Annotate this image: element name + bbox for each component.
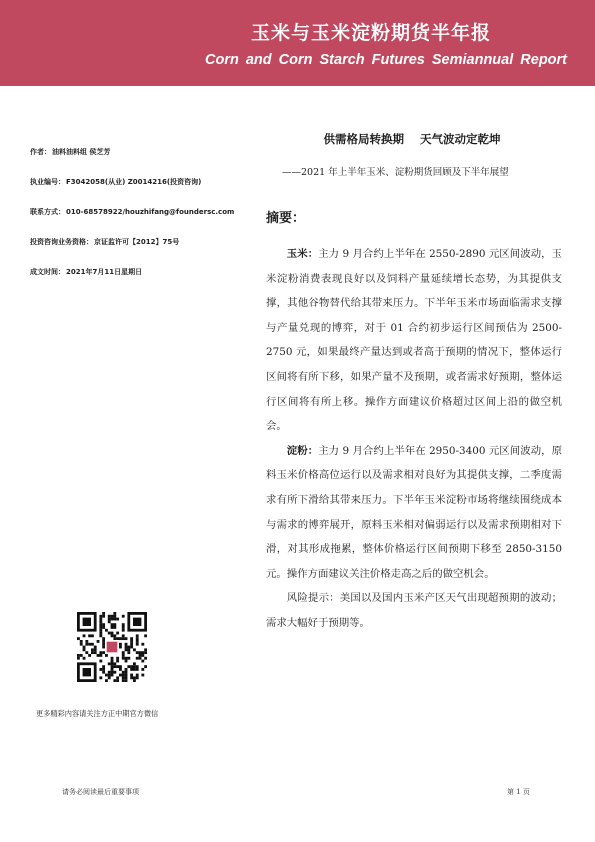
meta-label: 联系方式： — [30, 208, 65, 216]
qr-caption: 更多精彩内容请关注方正中期官方微信 — [36, 709, 159, 718]
meta-label: 执业编号： — [30, 178, 65, 186]
meta-label: 投资咨询业务资格： — [30, 238, 93, 246]
paragraph-starch — [266, 439, 562, 587]
meta-license — [30, 178, 270, 187]
abstract-body — [266, 242, 562, 636]
report-title: 供需格局转换期 天气波动定乾坤 — [323, 132, 501, 146]
paragraph-text: 主力 9 月合约上半年在 2550-2890 元区间波动，玉米淀粉消费表现良好以及饲料产量延续增长态势，为其提供支撑，其他谷物替代给其带来压力。下半年玉米市场面临需求支撑与产量兑现的博弈，对于 01 合约初步运行区间预估为 2500-2750 元，如果最终产量达到或者高于预期的情况下，整体运行区间将有所下移，如果产量不及预期，或者需求好预期，整体运行区间将有所上移。操作方面建议价格超过区间上沿的做空机会。 — [266, 248, 563, 433]
footer-notice: 请务必阅读最后重要事项 — [62, 788, 139, 796]
abstract-heading: 摘要： — [266, 211, 306, 226]
meta-value: F3042058(从业) Z0014216(投资咨询) — [66, 178, 202, 186]
header-banner — [0, 0, 595, 86]
meta-value: 010-68578922/houzhifang@foundersc.com — [66, 208, 235, 216]
page-number: 第 1 页 — [507, 788, 530, 796]
meta-author — [30, 148, 270, 157]
report-subtitle: ——2021 年上半年玉米、淀粉期货回顾及下半年展望 — [282, 167, 509, 178]
meta-value: 京证监许可【2012】75号 — [94, 238, 180, 246]
report-series-title-en: Corn and Corn Starch Futures Semiannual Report — [204, 52, 567, 68]
paragraph-text: 风险提示：美国以及国内玉米产区天气出现超预期的波动；需求大幅好于预期等。 — [266, 592, 562, 629]
paragraph-keyword: 玉米： — [286, 248, 319, 260]
paragraph-text: 主力 9 月合约上半年在 2950-3400 元区间波动，原料玉米价格高位运行以及需求相对良好为其提供支撑，二季度需求有所下滑给其带来压力。下半年玉米淀粉市场将继续围绕成本与需求的博弈展开，原料玉米相对偏弱运行以及需求预期相对下滑，对其形成拖累，整体价格运行区间预期下移至 2850-3150 元。操作方面建议关注价格走高之后的做空机会。 — [266, 444, 563, 580]
report-series-title: 玉米与玉米淀粉期货半年报 — [250, 22, 491, 44]
meta-contact — [30, 208, 270, 217]
meta-label: 成文时间： — [30, 268, 65, 276]
meta-value: 油料油料组 侯芝芳 — [52, 148, 111, 156]
qr-code-icon — [77, 612, 147, 682]
wechat-qr-code — [77, 612, 147, 682]
meta-qualification — [30, 238, 270, 247]
meta-label: 作者： — [30, 148, 51, 156]
author-info — [30, 148, 270, 298]
meta-date — [30, 268, 270, 277]
meta-value: 2021年7月11日星期日 — [66, 268, 143, 276]
paragraph-keyword: 淀粉： — [286, 444, 319, 457]
paragraph-risk — [266, 586, 562, 635]
paragraph-corn — [266, 242, 562, 439]
